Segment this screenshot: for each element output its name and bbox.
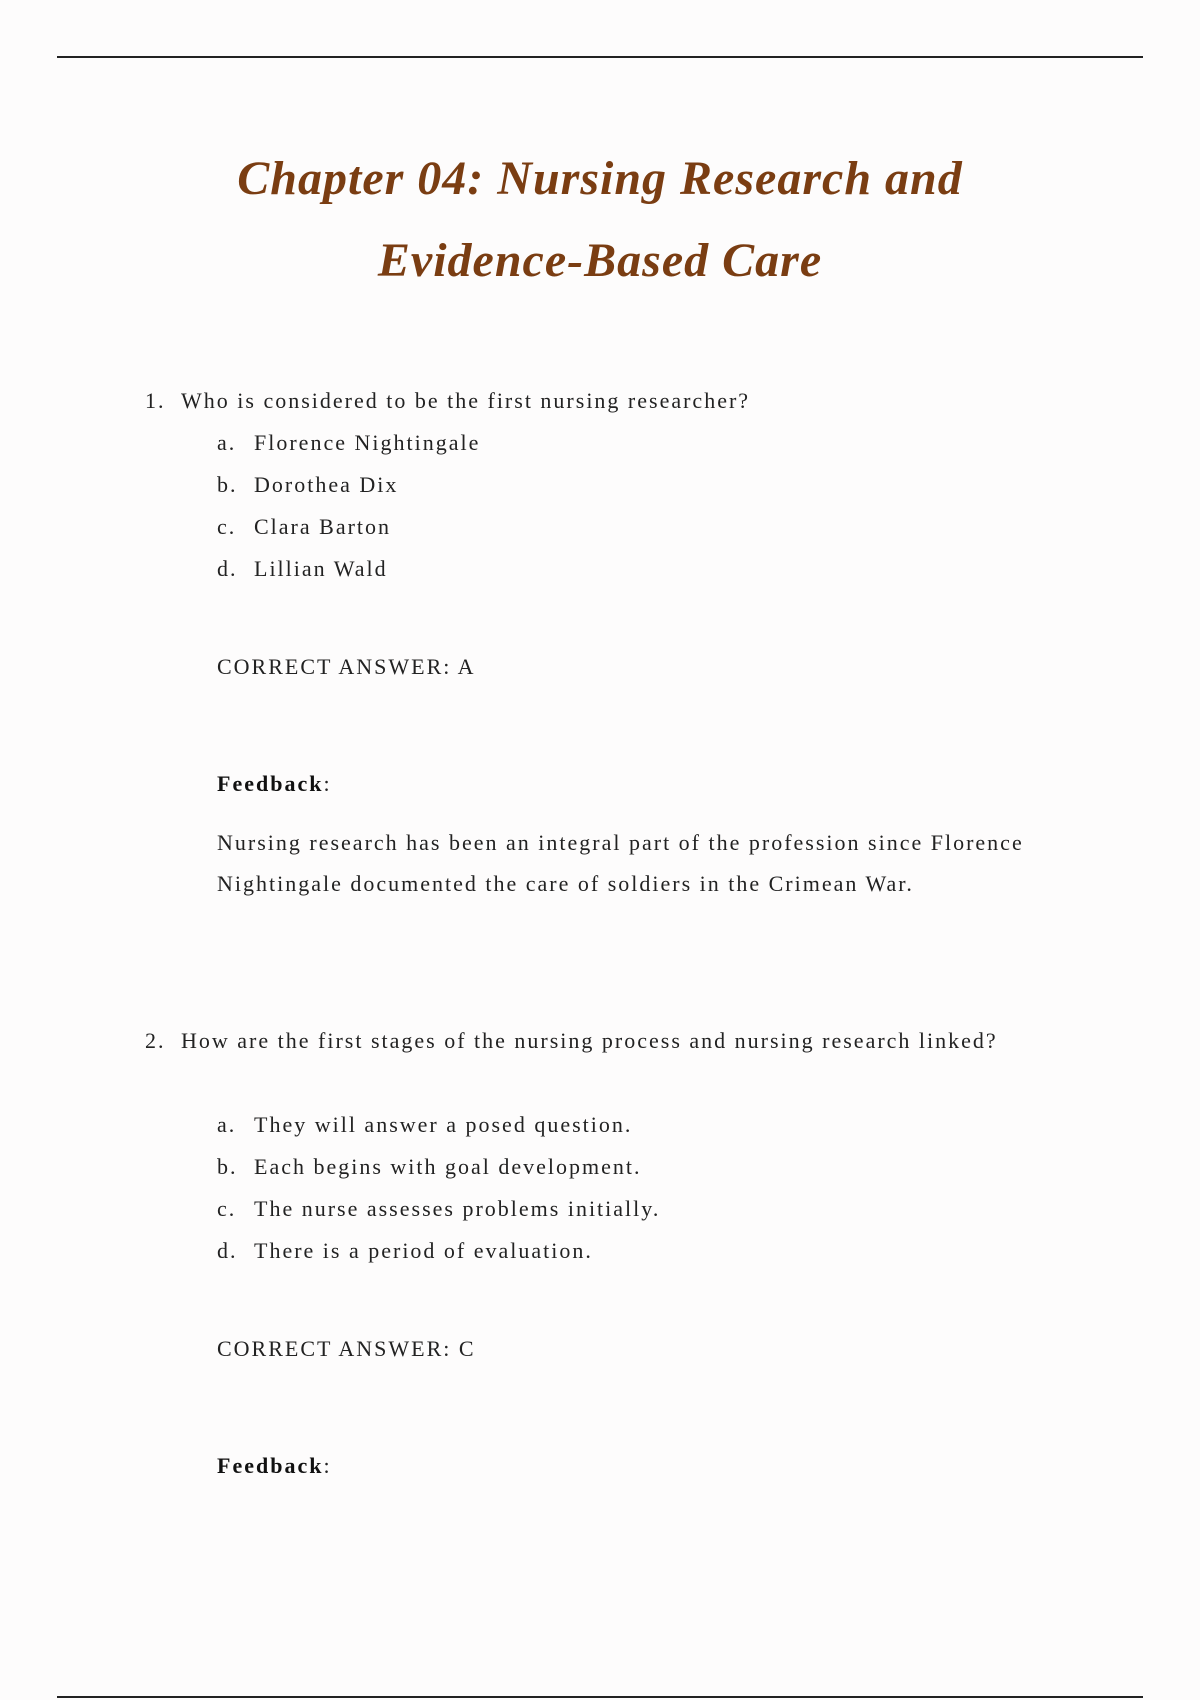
option-letter: a. (217, 430, 237, 455)
question-1-stem (145, 380, 1045, 422)
question-2-text: How are the first stages of the nursing process and nursing research linked? (181, 1028, 998, 1053)
chapter-title-line-2: Evidence-Based Care (377, 234, 823, 287)
question-1-number: 1. (145, 388, 166, 413)
top-rule (57, 56, 1143, 58)
option-letter: d. (217, 556, 238, 581)
option-letter: a. (217, 1112, 237, 1137)
option-2c (217, 1188, 1017, 1230)
feedback-label-colon: : (323, 1453, 332, 1478)
question-2-feedback-label (217, 1451, 332, 1481)
option-2b (217, 1146, 1017, 1188)
option-text: The nurse assesses problems initially. (254, 1196, 661, 1221)
option-text: Dorothea Dix (254, 472, 399, 497)
option-letter: c. (217, 1196, 237, 1221)
chapter-title (0, 138, 1200, 302)
chapter-title-line-1: Chapter 04: Nursing Research and (237, 152, 963, 205)
option-2d (217, 1230, 1017, 1272)
option-text: There is a period of evaluation. (254, 1238, 593, 1263)
option-1d (217, 548, 1017, 590)
option-text: They will answer a posed question. (254, 1112, 633, 1137)
question-1-options (217, 422, 1017, 590)
option-1b (217, 464, 1017, 506)
question-2-options (217, 1104, 1017, 1272)
option-1c (217, 506, 1017, 548)
option-text: Lillian Wald (254, 556, 388, 581)
question-1-feedback-label (217, 769, 332, 799)
option-letter: c. (217, 514, 237, 539)
option-letter: d. (217, 1238, 238, 1263)
option-letter: b. (217, 472, 238, 497)
question-2-number: 2. (145, 1028, 166, 1053)
option-1a (217, 422, 1017, 464)
question-2-correct-answer: CORRECT ANSWER: C (217, 1336, 476, 1361)
option-letter: b. (217, 1154, 238, 1179)
question-1-correct-answer: CORRECT ANSWER: A (217, 654, 476, 679)
option-text: Florence Nightingale (254, 430, 481, 455)
feedback-label-colon: : (323, 771, 332, 796)
question-1-feedback-text: Nursing research has been an integral part of the profession since Florence Nightingale documented the care of soldiers in the Crimean War. (217, 830, 1024, 896)
feedback-label-text: Feedback (217, 1453, 324, 1478)
bottom-rule (57, 1696, 1143, 1698)
option-2a (217, 1104, 1017, 1146)
question-1-text: Who is considered to be the first nursing researcher? (181, 388, 751, 413)
question-2-stem (145, 1020, 1045, 1062)
option-text: Each begins with goal development. (254, 1154, 642, 1179)
feedback-label-text: Feedback (217, 771, 324, 796)
option-text: Clara Barton (254, 514, 392, 539)
